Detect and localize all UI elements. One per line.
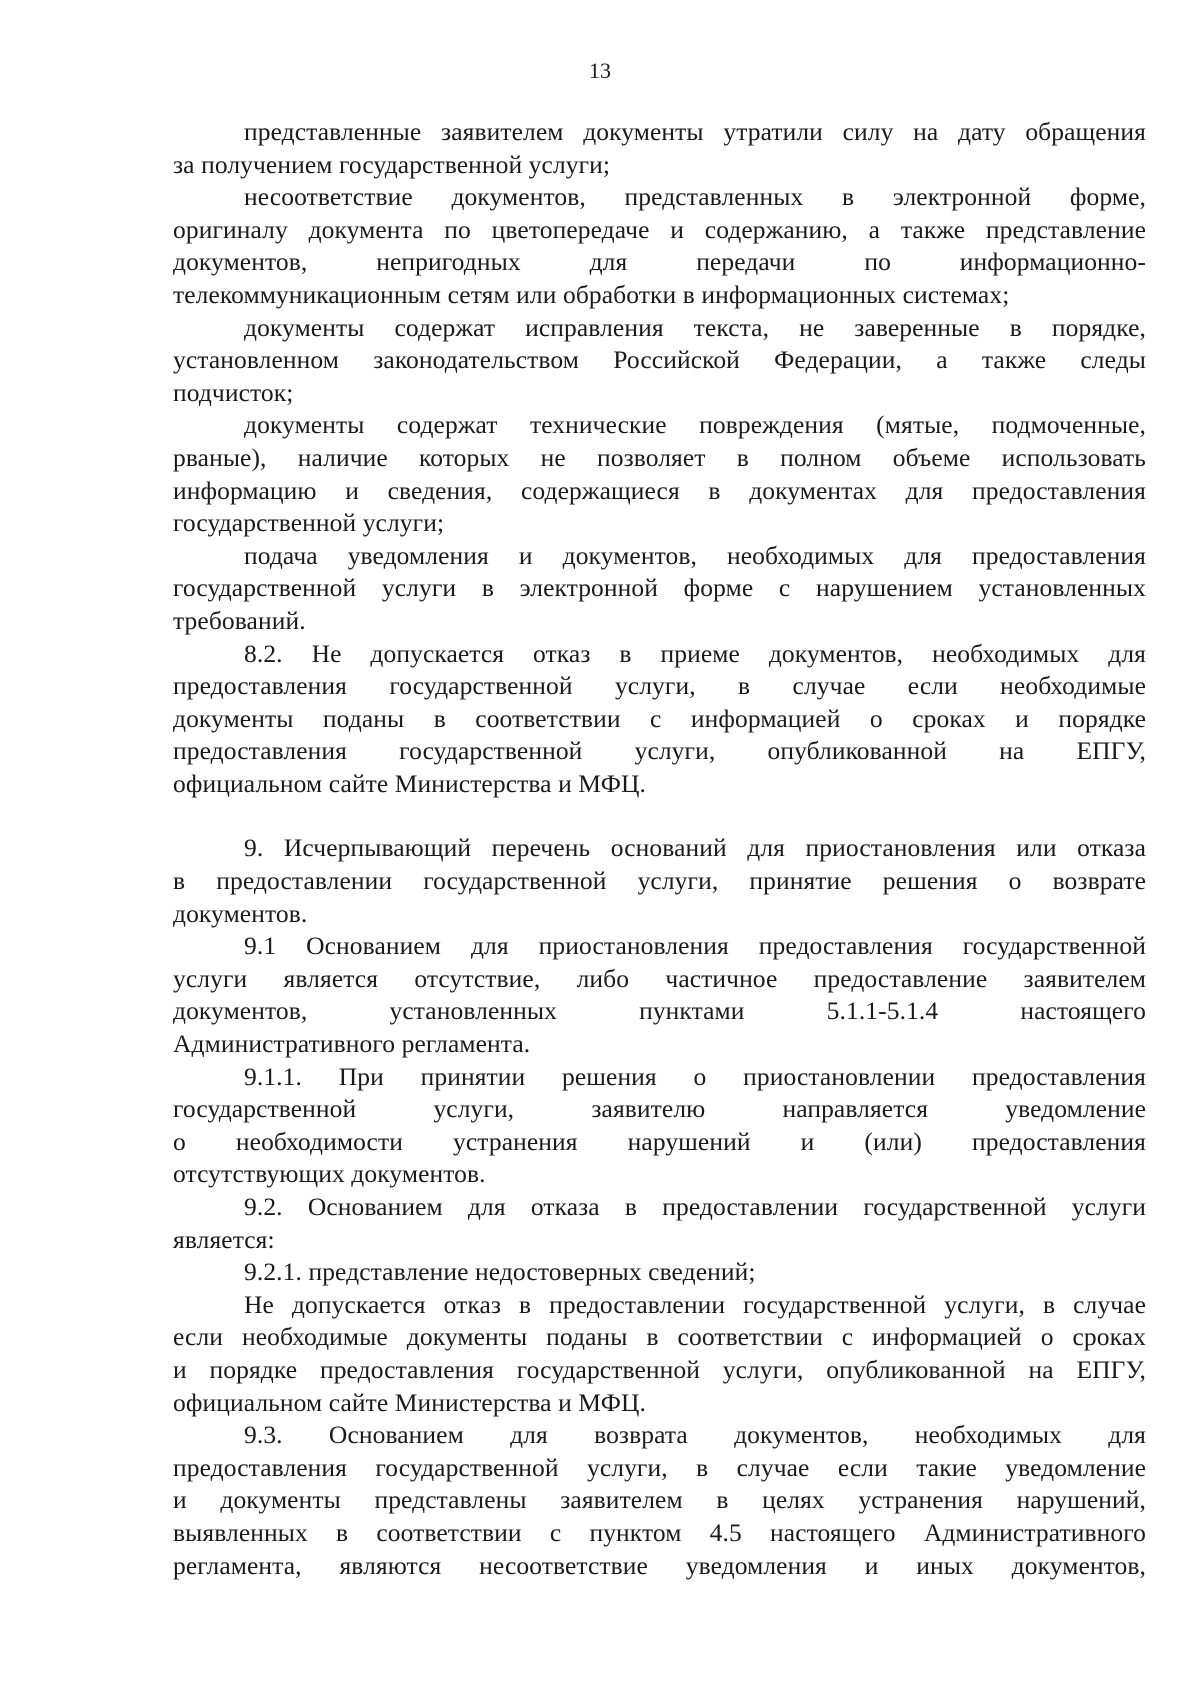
text-line: и порядке предоставления государственной услуги, опубликованной на ЕПГУ, — [173, 1354, 1146, 1384]
section-gap — [173, 800, 1146, 832]
text-line: государственной услуги в электронной форме с нарушением установленных — [173, 573, 1146, 603]
text-line: рваные), наличие которых не позволяет в полном объеме использовать — [173, 442, 1146, 472]
paragraph — [173, 312, 1146, 410]
text-line: о необходимости устранения нарушений и (или) предоставления — [173, 1126, 1146, 1156]
text-line: документы содержат технические повреждения (мятые, подмоченные, — [244, 410, 1146, 440]
text-line: если необходимые документы поданы в соответствии с информацией о сроках — [173, 1322, 1146, 1352]
section-heading — [173, 832, 1146, 930]
text-line: 9. Исчерпывающий перечень оснований для приостановления или отказа — [244, 833, 1146, 863]
text-line: подача уведомления и документов, необходимых для предоставления — [244, 540, 1146, 570]
paragraph — [173, 409, 1146, 539]
text-line: документов, непригодных для передачи по информационно- — [173, 247, 1146, 277]
text-line: подчисток; — [173, 377, 294, 407]
text-line: регламента, являются несоответствие уведомления и иных документов, — [173, 1550, 1146, 1580]
paragraph — [173, 1419, 1146, 1582]
text-line: услуги является отсутствие, либо частичное предоставление заявителем — [173, 963, 1146, 993]
text-line: установленном законодательством Российской Федерации, а также следы — [173, 345, 1146, 375]
document-body — [173, 116, 1146, 1582]
text-line: за получением государственной услуги; — [173, 149, 611, 179]
text-line: Не допускается отказ в предоставлении государственной услуги, в случае — [244, 1289, 1146, 1319]
text-line: предоставления государственной услуги, в случае если такие уведомление — [173, 1452, 1146, 1482]
paragraph — [173, 638, 1146, 801]
paragraph — [173, 181, 1146, 311]
text-line: 9.1.1. При принятии решения о приостановлении предоставления — [244, 1061, 1146, 1091]
text-line: документов, установленных пунктами 5.1.1-5.1.4 настоящего — [173, 996, 1146, 1026]
text-line: предоставления государственной услуги, в случае если необходимые — [173, 671, 1146, 701]
paragraph — [173, 930, 1146, 1060]
text-line: официальном сайте Министерства и МФЦ. — [173, 768, 646, 798]
text-line: государственной услуги; — [173, 508, 445, 538]
text-line: телекоммуникационным сетям или обработки в информационных системах; — [173, 279, 1010, 309]
text-line: документы поданы в соответствии с информацией о сроках и порядке — [173, 703, 1146, 733]
text-line: 9.2.1. представление недостоверных сведений; — [244, 1257, 756, 1287]
paragraph — [173, 1061, 1146, 1191]
paragraph — [173, 540, 1146, 638]
text-line: выявленных в соответствии с пунктом 4.5 настоящего Административного — [173, 1517, 1146, 1547]
text-line: в предоставлении государственной услуги, принятие решения о возврате — [173, 866, 1146, 896]
text-line: отсутствующих документов. — [173, 1159, 486, 1189]
text-line: информацию и сведения, содержащиеся в документах для предоставления — [173, 475, 1146, 505]
text-line: государственной услуги, заявителю направляется уведомление — [173, 1094, 1146, 1124]
text-line: документы содержат исправления текста, не заверенные в порядке, — [244, 312, 1146, 342]
text-line: оригиналу документа по цветопередаче и содержанию, а также представление — [173, 214, 1146, 244]
text-line: официальном сайте Министерства и МФЦ. — [173, 1387, 646, 1417]
text-line: Административного регламента. — [173, 1029, 531, 1059]
page-number: 13 — [589, 58, 611, 83]
text-line: и документы представлены заявителем в целях устранения нарушений, — [173, 1485, 1146, 1515]
paragraph — [173, 1191, 1146, 1256]
text-line: требований. — [173, 605, 306, 635]
text-line: представленные заявителем документы утратили силу на дату обращения — [244, 117, 1146, 146]
text-line: 8.2. Не допускается отказ в приеме документов, необходимых для — [244, 638, 1146, 668]
text-line: несоответствие документов, представленных в электронной форме, — [244, 182, 1146, 212]
text-line: 9.1 Основанием для приостановления предоставления государственной — [244, 931, 1146, 961]
text-line: 9.3. Основанием для возврата документов, необходимых для — [244, 1420, 1146, 1450]
paragraph — [173, 1289, 1146, 1419]
text-line: предоставления государственной услуги, опубликованной на ЕПГУ, — [173, 736, 1146, 766]
text-line: 9.2. Основанием для отказа в предоставлении государственной услуги — [244, 1192, 1146, 1221]
text-line: является: — [173, 1224, 275, 1254]
text-line: документов. — [173, 898, 308, 928]
paragraph — [173, 116, 1146, 181]
paragraph — [173, 1256, 1146, 1289]
